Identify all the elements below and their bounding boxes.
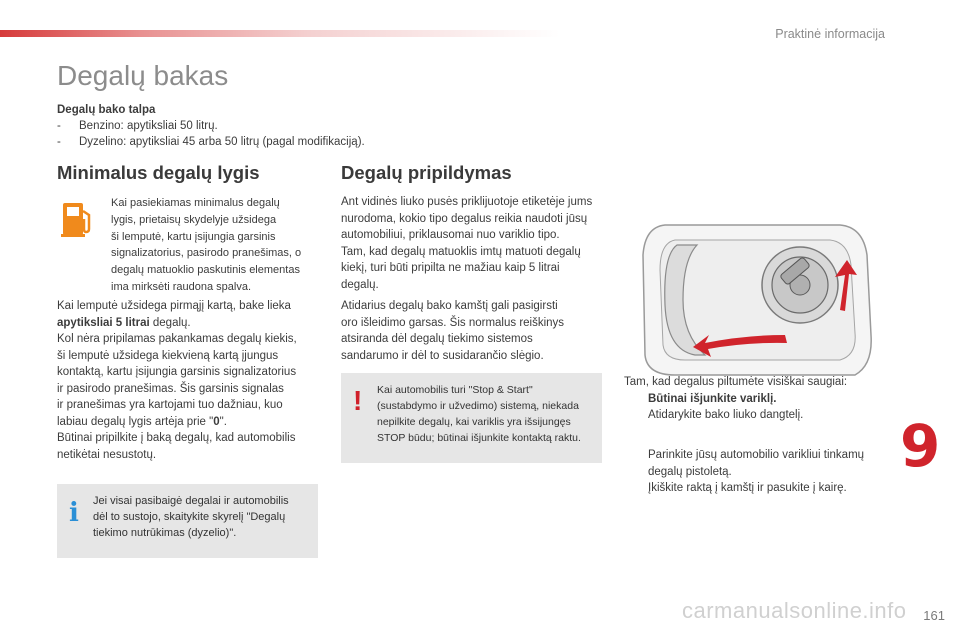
info-text: Jei visai pasibaigė degalai ir automobilis dėl to sustojo, skaitykite skyrelį "Degalų tiekimo nutrūkimas (dyzelio)". [93,495,289,539]
capacity-title: Degalų bako talpa [57,104,156,116]
page-number: 161 [923,608,945,623]
warning-box [341,373,602,463]
watermark: carmanualsonline.info [682,598,907,623]
min-level-icon-text: Kai pasiekiamas minimalus degalų lygis, prietaisų skydelyje užsidega ši lemputė, kartu įsijungia garsinis signalizatorius, pasirodo pranešimas, o degalų matuoklio paskutinis elementas ima mirksėti raudona spalva. [111,197,302,293]
steps-intro: Tam, kad degalus piltumėte visiškai saugiai: [624,376,848,388]
warning-text: Kai automobilis turi "Stop & Start" (sustabdymo ir užvedimo) sistemą, niekada nepilkite degalų, kai variklis yra išsijungęs STOP būdu; būtinai išjunkite kontaktą raktu. [377,384,581,444]
refuel-paragraph-1: Ant vidinės liuko pusės priklijuotoje etiketėje jums nurodoma, kokio tipo degalus reikia naudoti jūsų automobiliui, priklausomai nuo variklio tipo. Tam, kad degalų matuoklis imtų matuoti degalų kiekį, turi būti pripilta ne mažiau kaip 5 litrai degalų. [341,196,593,291]
min-level-paragraph: Kai lemputė užsidega pirmąjį kartą, bake lieka apytiksliai 5 litrai degalų. Kol nėra pripilamas pakankamas degalų kiekis, ši lemputė užsidega kiekvieną kartą įjungus kontaktą, kartu įsijungia garsinis signalizatorius ir pasirodo pranešimas. Šis garsinis signalas ir pranešimas yra kartojami tuo dažniau, kuo labiau degalų lygis artėja prie "0". Būtinai pripilkite į baką degalų, kad automobilis netikėtai nesustotų. [57,300,297,461]
capacity-item: - Dyzelino: apytiksliai 45 arba 50 litrų (pagal modifikaciją). [57,136,365,148]
step-item: Įkiškite raktą į kamštį ir pasukite į kairę. [648,482,847,494]
refuel-paragraph-2: Atidarius degalų bako kamštį gali pasigirsti oro išleidimo garsas. Šis normalus reiškinys atsiranda dėl degalų tiekimo sistemos sandarumo ir dėl to susidarančio slėgio. [341,300,565,362]
step-item: Parinkite jūsų automobilio varikliui tinkamų [648,449,865,461]
step-item: degalų pistoletą. [648,465,732,478]
header-accent-bar [0,30,560,37]
page-title: Degalų bakas [57,60,229,91]
info-icon: i [69,498,79,528]
warning-icon: ! [353,385,363,416]
capacity-block [57,102,365,150]
fuel-pump-icon [60,197,96,239]
fuel-flap-illustration [635,215,875,380]
step-item: Būtinai išjunkite variklį. [648,392,777,405]
capacity-item: - Benzino: apytiksliai 50 litrų. [57,120,218,132]
section-name: Praktinė informacija [775,27,885,41]
info-box [57,484,318,558]
chapter-number: 9 [900,412,941,480]
step-item: Atidarykite bako liuko dangtelį. [648,409,804,421]
steps-list-2 [624,447,864,497]
min-level-heading: Minimalus degalų lygis [57,162,260,183]
steps-list [624,374,847,424]
refuel-heading: Degalų pripildymas [341,162,512,183]
